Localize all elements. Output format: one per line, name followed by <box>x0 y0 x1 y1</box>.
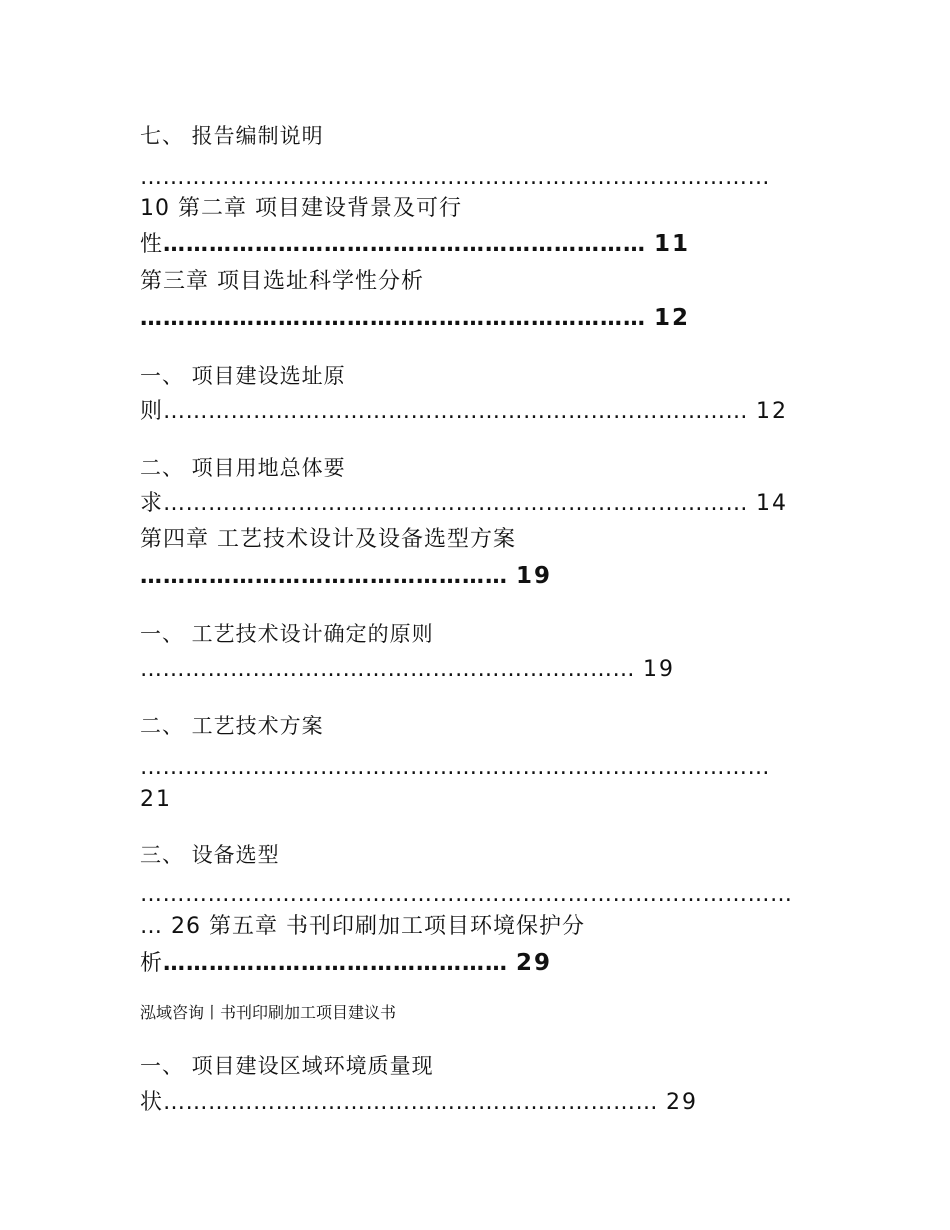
toc-leader-dots: ………………………………………………………… <box>140 306 646 331</box>
toc-entry-chapter-4: 第四章 工艺技术设计及设备选型方案 <box>140 527 516 552</box>
toc-page-number: 12 <box>654 305 691 331</box>
toc-page-number: 14 <box>756 491 789 516</box>
toc-entry-equipment: 三、 设备选型 <box>140 843 280 867</box>
toc-page-number: 19 <box>516 563 553 589</box>
toc-leader-dots: …………………………………………………………………………… <box>140 882 793 907</box>
toc-leader-dots: …………………………………………………………………… <box>163 399 749 424</box>
toc-entry-chapter-5-cont <box>140 948 552 979</box>
toc-page-number: 11 <box>654 231 691 257</box>
toc-entry-chapter-3: 第三章 项目选址科学性分析 <box>140 269 424 294</box>
toc-entry-process-principles: 一、 工艺技术设计确定的原则 <box>140 622 434 646</box>
toc-page-number: 29 <box>516 950 553 976</box>
toc-entry-environment-quality-cont <box>140 1088 698 1118</box>
toc-leader-dots: ………………………………………… <box>140 564 508 589</box>
toc-page-number: 29 <box>666 1090 699 1115</box>
toc-entry-environment-quality: 一、 项目建设区域环境质量现 <box>140 1054 434 1078</box>
toc-leader-dots: ……………………………………… <box>163 951 509 976</box>
toc-entry-chapter-2: 10 第二章 项目建设背景及可行 <box>140 196 462 221</box>
toc-leader-dots: ………………………………………………………… <box>140 657 635 682</box>
toc-entry-process-principles-cont <box>140 655 675 685</box>
toc-leader-dots: ……………………………………………………… <box>163 232 647 257</box>
toc-text: 析 <box>140 951 164 976</box>
toc-entry-land-requirements-cont <box>140 489 788 519</box>
toc-leader-dots: ………………………………………………………………………… <box>140 165 770 190</box>
toc-text: 求 <box>140 491 164 516</box>
toc-text: 性 <box>140 232 164 257</box>
toc-page-number: 21 <box>140 787 172 812</box>
toc-entry-chapter-2-cont <box>140 229 690 260</box>
toc-entry-chapter-3-cont <box>140 303 690 334</box>
toc-entry-chapter-5: … 26 第五章 书刊印刷加工项目环境保护分 <box>140 914 585 939</box>
toc-entry-land-requirements: 二、 项目用地总体要 <box>140 456 346 480</box>
toc-text: 状 <box>140 1090 164 1115</box>
page-header: 泓域咨询丨书刊印刷加工项目建议书 <box>140 1003 397 1022</box>
toc-leader-dots: …………………………………………………………………… <box>163 491 749 516</box>
toc-page-number: 12 <box>756 399 789 424</box>
toc-entry-report-notes: 七、 报告编制说明 <box>140 124 324 148</box>
toc-entry-site-principles-cont <box>140 397 788 427</box>
toc-page-number: 19 <box>643 657 675 682</box>
toc-entry-site-principles: 一、 项目建设选址原 <box>140 364 346 388</box>
toc-entry-chapter-4-cont <box>140 561 552 592</box>
toc-leader-dots: ………………………………………………………… <box>163 1090 659 1115</box>
toc-entry-process-plan: 二、 工艺技术方案 <box>140 714 324 738</box>
toc-text: 则 <box>140 399 164 424</box>
toc-leader-dots: ………………………………………………………………………… <box>140 755 770 780</box>
